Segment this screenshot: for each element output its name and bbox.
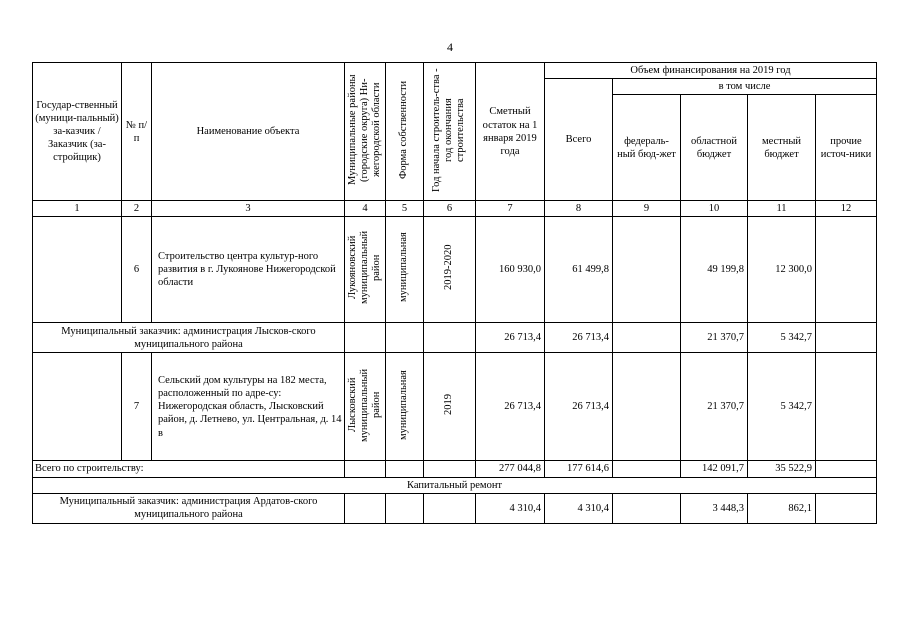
row7-customer: [33, 353, 122, 461]
customer-lyskovo-total: 26 713,4: [545, 323, 613, 353]
empty-cell: [424, 323, 476, 353]
page-number: 4: [447, 40, 453, 54]
row7-total: 26 713,4: [545, 353, 613, 461]
row7-district-text: Лысковский муниципальный район: [346, 368, 383, 442]
header-ownership-text: Форма собственности: [398, 80, 410, 179]
header-districts: [345, 63, 386, 201]
column-numbers-row: [33, 201, 877, 217]
row6-name: Строительство центра культур-ного развития в г. Лукоянове Нижегородской области: [152, 217, 345, 323]
row6-ownership-text: муниципальная: [398, 232, 410, 303]
total-construction-local: 35 522,9: [748, 461, 816, 477]
row7-district: [345, 353, 386, 461]
row6-ownership: [386, 217, 424, 323]
total-construction-balance: 277 044,8: [476, 461, 545, 477]
customer-ardatov-label: Муниципальный заказчик: администрация Ардатов-ского муниципального района: [33, 493, 345, 523]
row7-federal: [613, 353, 681, 461]
header-other: прочие источ-ники: [816, 95, 877, 201]
row7-other: [816, 353, 877, 461]
row6-num: 6: [122, 217, 152, 323]
financing-table: [32, 62, 877, 524]
empty-cell: [613, 323, 681, 353]
capital-repair-label: Капитальный ремонт: [33, 477, 877, 493]
empty-cell: [345, 493, 386, 523]
row7-regional: 21 370,7: [681, 353, 748, 461]
row6-total: 61 499,8: [545, 217, 613, 323]
row7-years: [424, 353, 476, 461]
header-object-name: Наименование объекта: [152, 63, 345, 201]
header-customer: Государ-ственный (муници-пальный) за-казчик / Заказчик (за-стройщик): [33, 63, 122, 201]
empty-cell: [386, 461, 424, 477]
header-districts-text: Муниципальные районы (городские округа) Ни-жегородской области: [346, 74, 383, 185]
row6-federal: [613, 217, 681, 323]
empty-cell: [816, 323, 877, 353]
row7-num: 7: [122, 353, 152, 461]
col-number: 9: [613, 201, 681, 217]
empty-cell: [424, 493, 476, 523]
header-balance: Сметный остаток на 1 января 2019 года: [476, 63, 545, 201]
customer-lyskovo-label: Муниципальный заказчик: администрация Лысков-ского муниципального района: [33, 323, 345, 353]
col-number: 11: [748, 201, 816, 217]
table-row: [33, 217, 877, 323]
row6-local: 12 300,0: [748, 217, 816, 323]
row7-balance: 26 713,4: [476, 353, 545, 461]
header-years: [424, 63, 476, 201]
table-row: [33, 323, 877, 353]
col-number: 4: [345, 201, 386, 217]
empty-cell: [816, 493, 877, 523]
empty-cell: [386, 323, 424, 353]
row7-ownership: [386, 353, 424, 461]
row7-years-text: 2019: [443, 394, 455, 416]
col-number: 7: [476, 201, 545, 217]
row6-years: [424, 217, 476, 323]
row6-regional: 49 199,8: [681, 217, 748, 323]
customer-ardatov-total: 4 310,4: [545, 493, 613, 523]
row7-ownership-text: муниципальная: [398, 369, 410, 440]
header-funding: Объем финансирования на 2019 год: [545, 63, 877, 79]
header-ownership: [386, 63, 424, 201]
row6-other: [816, 217, 877, 323]
header-local: местный бюджет: [748, 95, 816, 201]
row6-district-text: Лукояновский муниципальный район: [346, 231, 383, 305]
customer-lyskovo-balance: 26 713,4: [476, 323, 545, 353]
col-number: 12: [816, 201, 877, 217]
empty-cell: [386, 493, 424, 523]
empty-cell: [816, 461, 877, 477]
header-including: в том числе: [613, 79, 877, 95]
total-construction-label: Всего по строительству:: [33, 461, 345, 477]
row7-name: Сельский дом культуры на 182 места, расположенный по адре-су: Нижегородская область, Лысковский район, д. Летнево, ул. Центральная, д. 14 в: [152, 353, 345, 461]
col-number: 10: [681, 201, 748, 217]
empty-cell: [613, 461, 681, 477]
table-row: [33, 493, 877, 523]
empty-cell: [345, 461, 386, 477]
customer-lyskovo-local: 5 342,7: [748, 323, 816, 353]
table-row: [33, 461, 877, 477]
row7-local: 5 342,7: [748, 353, 816, 461]
total-construction-regional: 142 091,7: [681, 461, 748, 477]
col-number: 8: [545, 201, 613, 217]
row6-customer: [33, 217, 122, 323]
header-total: Всего: [545, 79, 613, 201]
section-row: [33, 477, 877, 493]
header-num: № п/п: [122, 63, 152, 201]
row6-balance: 160 930,0: [476, 217, 545, 323]
table-row: [33, 353, 877, 461]
empty-cell: [345, 323, 386, 353]
col-number: 6: [424, 201, 476, 217]
total-construction-total: 177 614,6: [545, 461, 613, 477]
empty-cell: [424, 461, 476, 477]
customer-ardatov-local: 862,1: [748, 493, 816, 523]
header-federal: федераль-ный бюд-жет: [613, 95, 681, 201]
header-regional: областной бюджет: [681, 95, 748, 201]
col-number: 2: [122, 201, 152, 217]
empty-cell: [613, 493, 681, 523]
col-number: 1: [33, 201, 122, 217]
row6-years-text: 2019-2020: [443, 245, 455, 291]
customer-lyskovo-regional: 21 370,7: [681, 323, 748, 353]
header-years-text: Год начала строитель-ства - год окончания строительства: [431, 67, 467, 192]
row6-district: [345, 217, 386, 323]
col-number: 3: [152, 201, 345, 217]
customer-ardatov-regional: 3 448,3: [681, 493, 748, 523]
customer-ardatov-balance: 4 310,4: [476, 493, 545, 523]
col-number: 5: [386, 201, 424, 217]
